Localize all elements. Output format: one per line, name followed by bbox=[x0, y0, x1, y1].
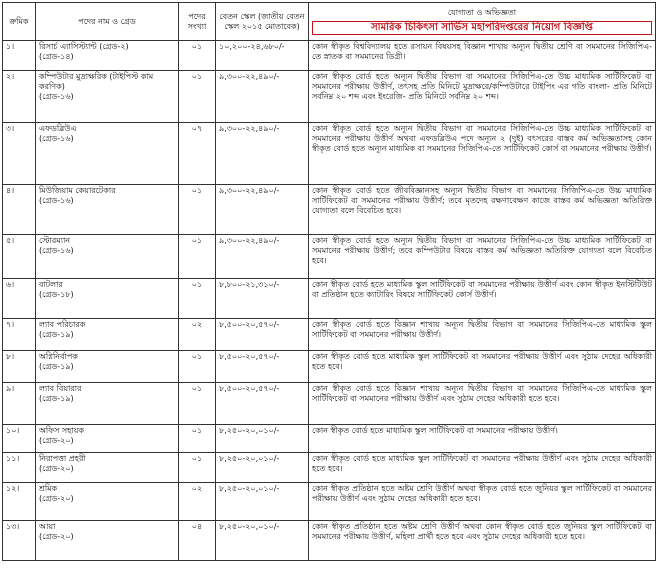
row-post-name: ল্যাব বিয়ারার bbox=[39, 384, 82, 393]
row-qualification: কোন স্বীকৃত বোর্ড হতে মাধ্যমিক স্কুল সার্টিফিকেট বা সমমানের পরীক্ষায় উত্তীর্ণ এবং কোন স্বীকৃত ইনস্টিটিউট বা প্রতিষ্ঠান হতে ক্যাটারিং বিষয়ে সার্টিফিকেট কোর্স উত্তীর্ণ। bbox=[309, 279, 656, 319]
row-post-count: ০১ bbox=[179, 425, 216, 453]
row-pay-scale: ৮,৮০০-২১,৩১০/- bbox=[216, 279, 309, 319]
header-post-name: পদের নাম ও গ্রেড bbox=[36, 3, 179, 41]
row-serial: ৮। bbox=[3, 351, 36, 383]
row-serial: ২। bbox=[3, 71, 36, 123]
row-post-name: স্টোরম্যান bbox=[39, 236, 71, 245]
row-serial: ১৩। bbox=[3, 521, 36, 561]
row-pay-scale: ৮,২৫০-২০,০১০/- bbox=[216, 483, 309, 521]
table-body bbox=[3, 41, 656, 561]
row-grade: (গ্রেড-২০) bbox=[39, 494, 74, 503]
row-post-name: শ্রমিক bbox=[39, 484, 58, 493]
row-qualification: কোন স্বীকৃত প্রতিষ্ঠান হতে অষ্টম শ্রেণি উত্তীর্ণ অথবা কোন স্বীকৃত বোর্ড হতে জুনিয়র স্কুল সার্টিফিকেট বা সমমানের পরীক্ষায় উত্তীর্ণ, মহিলা প্রার্থী হতে হবে এবং সুঠাম দেহের অধিকারী হতে হবে। bbox=[309, 521, 656, 561]
table-header-row bbox=[3, 3, 656, 41]
table-row bbox=[3, 425, 656, 453]
row-post-name-cell bbox=[36, 351, 179, 383]
row-grade: (গ্রেড-১৬) bbox=[39, 246, 74, 255]
row-post-count: ০৭ bbox=[179, 123, 216, 185]
row-pay-scale: ৮,৫০০-২০,৫৭০/- bbox=[216, 319, 309, 351]
row-post-name: রিসার্চ এ্যাসিস্ট্যান্ট (গ্রেড-২) bbox=[39, 42, 129, 51]
row-serial: ১০। bbox=[3, 425, 36, 453]
table-row bbox=[3, 383, 656, 425]
row-qualification: কোন স্বীকৃত বোর্ড হতে জীববিজ্ঞানসহ অন্যূন দ্বিতীয় বিভাগ বা সমমানের সিজিপিএ-তে উচ্চ মাধ্যমিক সার্টিফিকেট বা সমমানের পরীক্ষায় উত্তীর্ণ; তবে মৃতদেহ রক্ষণাবেক্ষণ কাজে বাস্তব কর্ম অভিজ্ঞতা অতিরিক্ত যোগ্যতা বলে বিবেচিত হবে। bbox=[309, 185, 656, 235]
row-pay-scale: ৯,৩০০-২২,৪৯০/- bbox=[216, 123, 309, 185]
row-serial: ৬। bbox=[3, 279, 36, 319]
row-post-name-cell bbox=[36, 521, 179, 561]
row-serial: ১১। bbox=[3, 453, 36, 483]
row-post-name-cell bbox=[36, 483, 179, 521]
row-post-name-cell bbox=[36, 383, 179, 425]
row-post-name-cell bbox=[36, 41, 179, 71]
row-grade: (গ্রেড-২০) bbox=[39, 532, 74, 541]
header-pay-scale: বেতন স্কেল (জাতীয় বেতন স্কেল ২০১৫ মোতাবেক) bbox=[216, 3, 309, 41]
row-grade: (গ্রেড-১৪) bbox=[39, 52, 74, 61]
row-post-name-cell bbox=[36, 185, 179, 235]
row-qualification: কোন স্বীকৃত বোর্ড হতে বিজ্ঞান শাখায় অন্যূন দ্বিতীয় বিভাগ বা সমমানের সিজিপিএ-তে মাধ্যমিক স্কুল সার্টিফিকেট বা সমমানের পরীক্ষায় উত্তীর্ণ। bbox=[309, 319, 656, 351]
row-serial: ১। bbox=[3, 41, 36, 71]
row-post-count: ০১ bbox=[179, 41, 216, 71]
table-row bbox=[3, 279, 656, 319]
row-grade: (গ্রেড-১৯) bbox=[39, 394, 74, 403]
row-pay-scale: ৮,২৫০-২০,০১০/- bbox=[216, 521, 309, 561]
row-post-name-cell bbox=[36, 425, 179, 453]
row-grade: (গ্রেড-১৯) bbox=[39, 330, 74, 339]
header-qualification-cell bbox=[309, 3, 656, 41]
row-post-name-cell bbox=[36, 453, 179, 483]
recruitment-table bbox=[2, 2, 656, 561]
row-grade: (গ্রেড-১৬) bbox=[39, 134, 74, 143]
notice-title: সামরিক চিকিৎসা সার্ভিস মহাপরিদপ্তরের নিয়োগ বিজ্ঞপ্তি bbox=[312, 21, 652, 35]
header-post-count: পদের সংখ্যা bbox=[179, 3, 216, 41]
row-post-count: ০১ bbox=[179, 71, 216, 123]
row-grade: (গ্রেড-১৯) bbox=[39, 362, 74, 371]
row-serial: ৫। bbox=[3, 235, 36, 279]
row-qualification: কোন স্বীকৃত বোর্ড হতে মাধ্যমিক স্কুল সার্টিফিকেট বা সমমানের পরীক্ষায় উত্তীর্ণ। bbox=[309, 425, 656, 453]
row-post-name: অগ্নিনির্বাপক bbox=[39, 352, 78, 361]
row-post-count: ০২ bbox=[179, 483, 216, 521]
row-post-name: ল্যাব পরিচারক bbox=[39, 320, 86, 329]
row-post-name: মিউজিয়াম কেয়ারটেকার bbox=[39, 186, 116, 195]
row-post-count: ০৪ bbox=[179, 521, 216, 561]
table-row bbox=[3, 235, 656, 279]
row-post-count: ০১ bbox=[179, 383, 216, 425]
row-serial: ৩। bbox=[3, 123, 36, 185]
table-row bbox=[3, 319, 656, 351]
row-pay-scale: ৯,৩০০-২২,৪৯০/- bbox=[216, 71, 309, 123]
table-row bbox=[3, 453, 656, 483]
row-post-name-cell bbox=[36, 123, 179, 185]
row-grade: (গ্রেড-২০) bbox=[39, 436, 74, 445]
row-post-count: ০১ bbox=[179, 453, 216, 483]
row-post-name-cell bbox=[36, 279, 179, 319]
row-qualification: কোন স্বীকৃত বোর্ড হতে অন্যূন দ্বিতীয় বিভাগ বা সমমানের সিজিপিএ-তে উচ্চ মাধ্যমিক সার্টিফিকেট বা সমমানের পরীক্ষায় উত্তীর্ণ; তবে কম্পিউটার বিষয়ে বাস্তব কর্ম অভিজ্ঞতা অতিরিক্ত যোগ্যতা বলে বিবেচিত হবে। bbox=[309, 235, 656, 279]
row-post-name: অফিস সহায়ক bbox=[39, 426, 85, 435]
row-pay-scale: ৮,৫০০-২০,৫৭০/- bbox=[216, 351, 309, 383]
row-post-name: বাটলার bbox=[39, 280, 63, 289]
table-row bbox=[3, 123, 656, 185]
row-qualification: কোন স্বীকৃত বিশ্ববিদ্যালয় হতে রসায়ন বিষয়সহ বিজ্ঞান শাখায় অন্যূন দ্বিতীয় শ্রেণি বা সমমানের সিজিপিএ-তে স্নাতক বা সমমানের ডিগ্রী। bbox=[309, 41, 656, 71]
row-post-name: কম্পিউটার মুদ্রাক্ষরিক (টাইপিস্ট কাম করণিক) bbox=[39, 72, 154, 91]
row-serial: ৭। bbox=[3, 319, 36, 351]
row-pay-scale: ৯,৩০০-২২,৪৯০/- bbox=[216, 185, 309, 235]
table-row bbox=[3, 351, 656, 383]
row-post-name: আয়া bbox=[39, 522, 56, 531]
row-qualification: কোন স্বীকৃত বোর্ড হতে মাধ্যমিক স্কুল সার্টিফিকেট বা সমমানের পরীক্ষায় উত্তীর্ণ এবং সুঠাম দেহের অধিকারী হতে হবে। bbox=[309, 351, 656, 383]
row-post-count: ০১ bbox=[179, 185, 216, 235]
table-row bbox=[3, 41, 656, 71]
row-pay-scale: ১০,২০০-২৪,৬৮০/- bbox=[216, 41, 309, 71]
row-serial: ৪। bbox=[3, 185, 36, 235]
row-qualification: কোন স্বীকৃত বোর্ড হতে বিজ্ঞান শাখায় অন্যূন দ্বিতীয় বিভাগ বা সমমানের সিজিপিএ-তে মাধ্যমিক স্কুল সার্টিফিকেট বা সমমানের পরীক্ষায় উত্তীর্ণ এবং সুঠাম দেহের অধিকারী হতে হবে। bbox=[309, 383, 656, 425]
row-pay-scale: ৮,২৫০-২০,০১০/- bbox=[216, 425, 309, 453]
row-qualification: কোন স্বীকৃত বোর্ড হতে মাধ্যমিক স্কুল সার্টিফিকেট বা সমমানের পরীক্ষায় উত্তীর্ণ এবং সুঠাম দেহের অধিকারী হতে হবে। bbox=[309, 453, 656, 483]
table-row bbox=[3, 71, 656, 123]
table-row bbox=[3, 185, 656, 235]
row-post-count: ০১ bbox=[179, 279, 216, 319]
row-post-count: ০১ bbox=[179, 235, 216, 279]
row-qualification: কোন স্বীকৃত বোর্ড হতে অন্যূন দ্বিতীয় বিভাগ বা সমমানের সিজিপিএ-তে উচ্চ মাধ্যমিক সার্টিফিকেট বা সমমানের পরীক্ষায় উত্তীর্ণ অথবা এফডব্লিউএ পদে অন্যূন ২ (দুই) বৎসরের বাস্তব কর্ম অভিজ্ঞতাসহ কোন স্বীকৃত বোর্ড হতে অন্যূন মাধ্যমিক বা সমমানের সিজিপিএ-তে সার্টিফিকেট কোর্স বা সমমানের পরীক্ষায় উত্তীর্ণ। bbox=[309, 123, 656, 185]
row-pay-scale: ৯,৩০০-২২,৪৯০/- bbox=[216, 235, 309, 279]
row-qualification: কোন স্বীকৃত বোর্ড হতে অন্যূন দ্বিতীয় বিভাগ বা সমমানের সিজিপিএ-তে উচ্চ মাধ্যমিক সার্টিফিকেট বা সমমানের পরীক্ষায় উত্তীর্ণ, তৎসহ প্রতি মিনিটে মুদ্রাক্ষরে/কম্পিউটারে টাইপিং এর গতি বাংলা- প্রতি মিনিটে সর্বনিম্ন ২০ শব্দ এবং ইংরেজি- প্রতি মিনিটে সর্বনিম্ন ২০ শব্দ। bbox=[309, 71, 656, 123]
header-qualification: যোগ্যতা ও অভিজ্ঞতা bbox=[447, 8, 517, 17]
row-post-count: ০১ bbox=[179, 351, 216, 383]
row-grade: (গ্রেড-১৬) bbox=[39, 196, 74, 205]
row-qualification: কোন স্বীকৃত প্রতিষ্ঠান হতে অষ্টম শ্রেণি উত্তীর্ণ অথবা স্বীকৃত বোর্ড হতে জুনিয়র স্কুল সার্টিফিকেট বা সমমানের পরীক্ষায় উত্তীর্ণ এবং সুঠাম দেহের অধিকারী হতে হবে। bbox=[309, 483, 656, 521]
row-post-count: ০২ bbox=[179, 319, 216, 351]
row-grade: (গ্রেড-২০) bbox=[39, 464, 74, 473]
row-grade: (গ্রেড-১৮) bbox=[39, 290, 74, 299]
row-grade: (গ্রেড-১৬) bbox=[39, 92, 74, 101]
row-pay-scale: ৮,২৫০-২০,০১০/- bbox=[216, 453, 309, 483]
table-row bbox=[3, 483, 656, 521]
header-serial: ক্রমিক bbox=[3, 3, 36, 41]
table-row bbox=[3, 521, 656, 561]
row-post-name: এফডব্লিউএ bbox=[39, 124, 77, 133]
row-pay-scale: ৮,৫০০-২০,৫৭০/- bbox=[216, 383, 309, 425]
row-serial: ৯। bbox=[3, 383, 36, 425]
row-post-name-cell bbox=[36, 235, 179, 279]
row-post-name-cell bbox=[36, 71, 179, 123]
row-post-name-cell bbox=[36, 319, 179, 351]
row-post-name: নিরাপত্তা প্রহরী bbox=[39, 454, 86, 463]
row-serial: ১২। bbox=[3, 483, 36, 521]
